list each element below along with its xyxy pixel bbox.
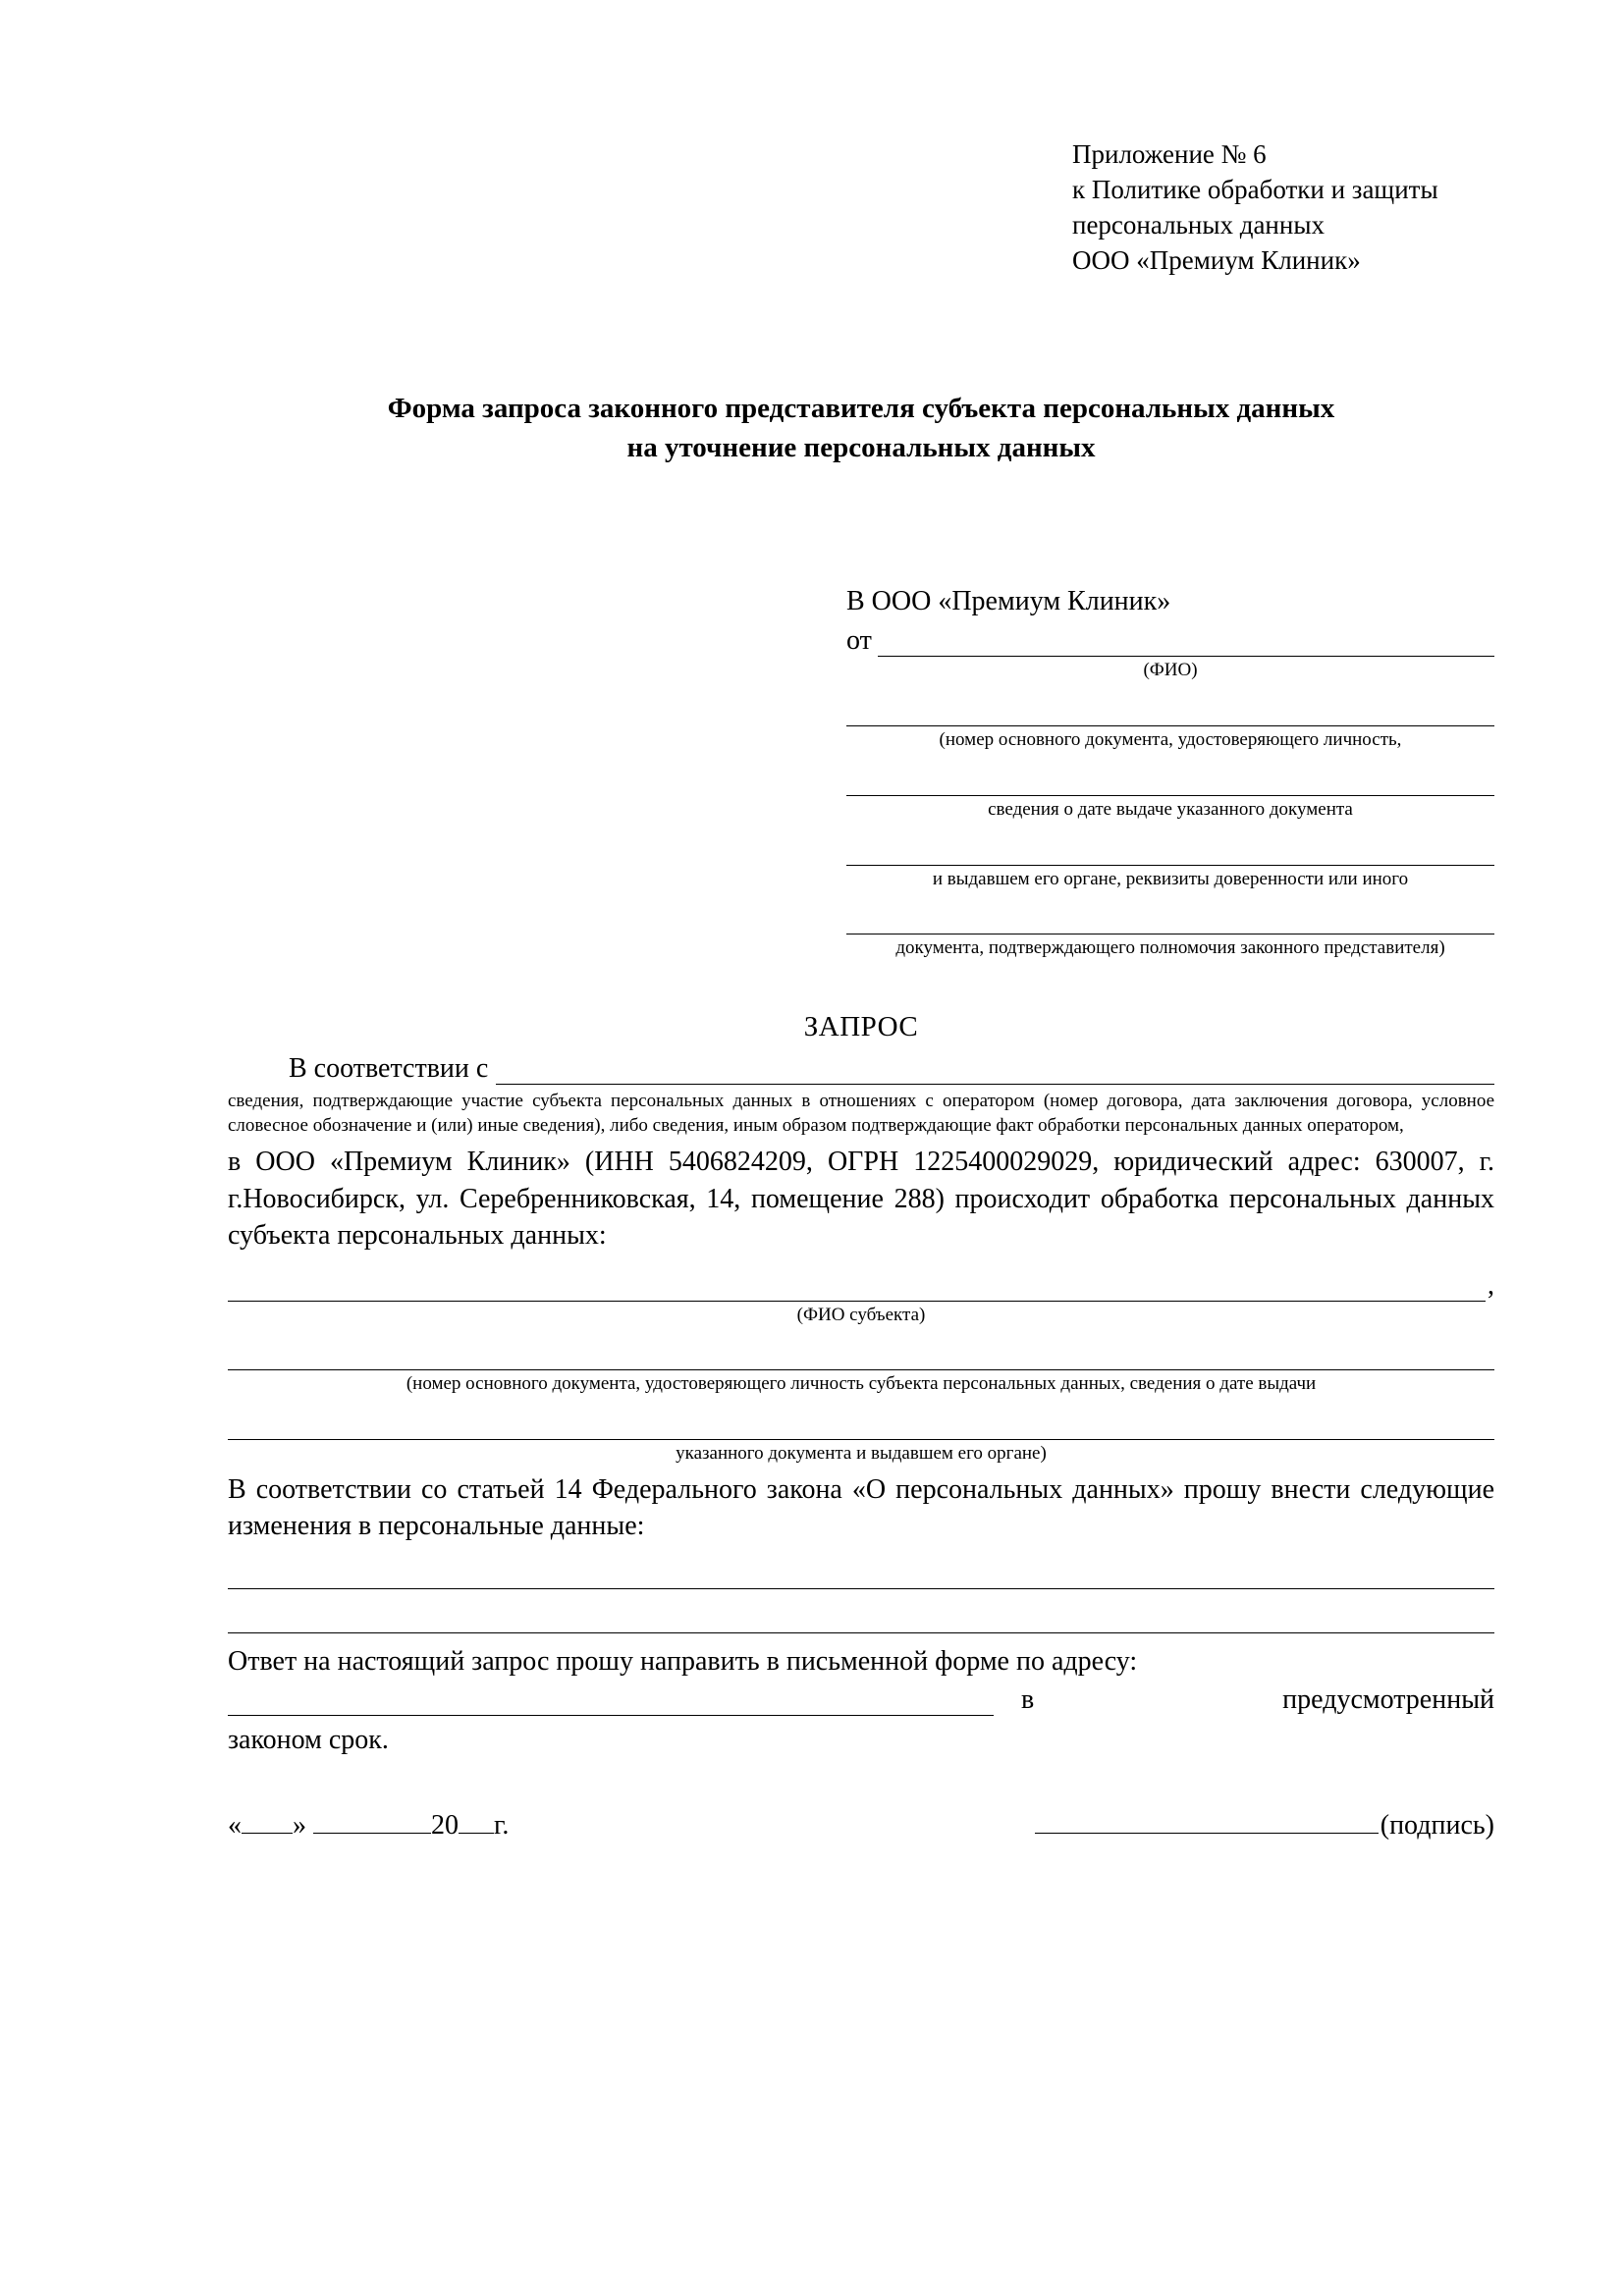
appendix-line-3: персональных данных: [1072, 209, 1325, 240]
answer-tail-word-1: в: [1021, 1683, 1035, 1715]
addressee-block: [846, 585, 1494, 960]
caption-doc-number: (номер основного документа, удостоверяющего личность,: [939, 729, 1402, 750]
in-accordance-field[interactable]: [496, 1058, 1494, 1085]
signature-date: [228, 1810, 509, 1842]
subject-doc-field[interactable]: [228, 1344, 1494, 1370]
date-year-field[interactable]: [459, 1811, 494, 1834]
addressee-organization: В ООО «Премиум Клиник»: [846, 585, 1171, 616]
doc-number-field[interactable]: [846, 700, 1494, 726]
caption-doc-date: сведения о дате выдаче указанного документа: [988, 798, 1353, 820]
answer-address-row: [228, 1684, 1494, 1716]
changes-field-2[interactable]: [228, 1603, 1494, 1633]
answer-term: законом срок.: [228, 1724, 389, 1755]
signature-row: [228, 1809, 1494, 1842]
date-quote-open: «: [228, 1810, 242, 1842]
caption-doc-authority: документа, подтверждающего полномочия законного представителя): [895, 937, 1445, 959]
caption-subject-doc-2: указанного документа и выдавшем его органе): [676, 1443, 1047, 1465]
appendix-reference: [1072, 137, 1494, 279]
doc-authority-field[interactable]: [846, 908, 1494, 934]
request-heading: ЗАПРОС: [803, 1011, 919, 1042]
doc-organ-field[interactable]: [846, 839, 1494, 866]
subject-fio-row: [228, 1270, 1494, 1302]
date-month-field[interactable]: [313, 1811, 431, 1834]
date-quote-close: »: [293, 1810, 313, 1842]
doc-organ-row: [846, 839, 1494, 891]
date-year: 20: [431, 1810, 459, 1842]
doc-date-field[interactable]: [846, 770, 1494, 796]
subject-doc-row-2: [228, 1414, 1494, 1466]
from-label: от: [846, 625, 872, 657]
from-row: [846, 625, 1494, 657]
date-day-field[interactable]: [242, 1811, 293, 1834]
caption-fio: (ФИО): [1143, 660, 1198, 681]
subject-fio-comma: ,: [1488, 1269, 1494, 1301]
answer-tail-word-2: предусмотренный: [1282, 1683, 1494, 1715]
law-paragraph: В соответствии со статьей 14 Федерального закона «О персональных данных» прошу внести следующие изменения в персональные данные:: [228, 1473, 1494, 1542]
subject-doc-row: [228, 1344, 1494, 1396]
appendix-line-2: к Политике обработки и защиты: [1072, 174, 1438, 204]
signature-caption: (подпись): [1380, 1810, 1494, 1842]
page-title-line-1: Форма запроса законного представителя субъекта персональных данных: [387, 392, 1335, 424]
signature-field[interactable]: [1035, 1809, 1379, 1834]
doc-date-row: [846, 770, 1494, 822]
doc-authority-row: [846, 908, 1494, 960]
organization-paragraph: в ООО «Премиум Клиник» (ИНН 5406824209, ОГРН 1225400029029, юридический адрес: 630007, г. г.Новосибирск, ул. Серебренниковская, 14, помещение 288) происходит обработка персональных данных субъекта персональных данных:: [228, 1147, 1494, 1252]
in-accordance-note: сведения, подтверждающие участие субъекта персональных данных в отношениях с оператором (номер договора, дата заключения договора, условное словесное обозначение и (или) иные сведения), либо сведения, иным образом подтверждающие факт обработки персональных данных оператором,: [228, 1091, 1494, 1137]
subject-fio-field[interactable]: [228, 1275, 1486, 1302]
page-title-line-2: на уточнение персональных данных: [626, 431, 1096, 463]
page-title: [228, 389, 1494, 467]
date-suffix: г.: [494, 1810, 510, 1842]
changes-field-1[interactable]: [228, 1559, 1494, 1589]
appendix-line-4: ООО «Премиум Клиник»: [1072, 244, 1361, 275]
in-accordance-label: В соответствии с: [289, 1053, 489, 1084]
appendix-line-1: Приложение № 6: [1072, 139, 1267, 169]
answer-tail: [994, 1684, 1494, 1716]
from-fio-field[interactable]: [878, 630, 1494, 657]
caption-subject-fio: (ФИО субъекта): [796, 1304, 926, 1325]
answer-paragraph: Ответ на настоящий запрос прошу направить в письменной форме по адресу:: [228, 1645, 1138, 1677]
doc-number-row: [846, 700, 1494, 752]
caption-doc-organ: и выдавшем его органе, реквизиты доверенности или иного: [932, 868, 1409, 889]
signature-field-group: [1035, 1809, 1494, 1842]
document-content: [228, 137, 1494, 1842]
in-accordance-row: [228, 1053, 1494, 1085]
caption-subject-doc: (номер основного документа, удостоверяющего личность субъекта персональных данных, сведения о дате выдачи: [406, 1373, 1317, 1395]
subject-doc-field-2[interactable]: [228, 1414, 1494, 1440]
answer-address-field[interactable]: [228, 1687, 994, 1716]
